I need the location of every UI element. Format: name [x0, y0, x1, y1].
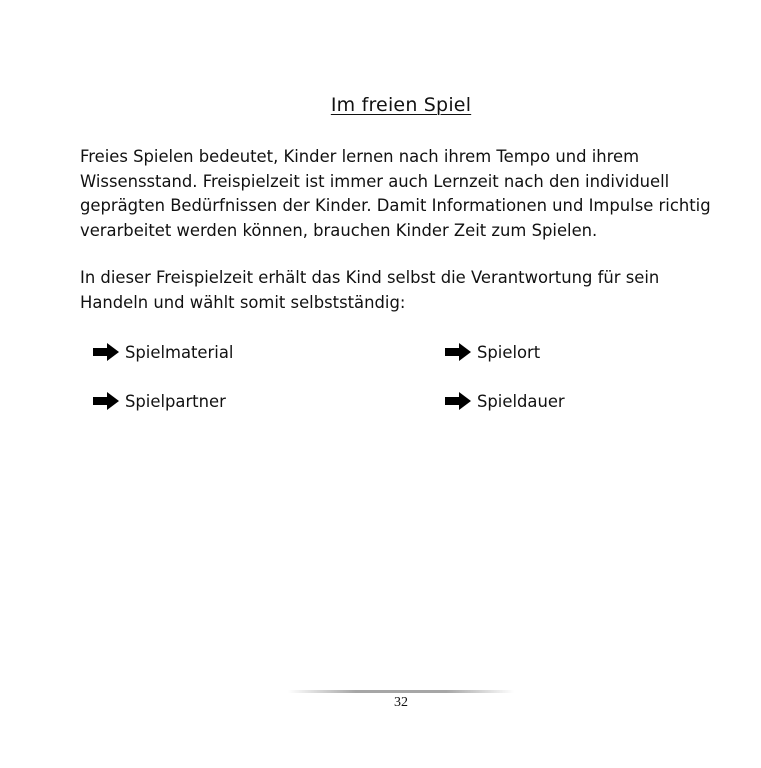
- paragraph-line: Wissensstand. Freispielzeit ist immer auch Lernzeit nach den individuell: [80, 171, 670, 191]
- right-arrow-icon: [445, 392, 471, 410]
- paragraph-line: verarbeitet werden können, brauchen Kinder Zeit zum Spielen.: [80, 220, 598, 240]
- paragraph-line: In dieser Freispielzeit erhält das Kind selbst die Verantwortung für sein: [80, 268, 660, 287]
- right-arrow-icon: [93, 343, 119, 361]
- list-item-spielort: [445, 340, 540, 364]
- list-item-label: Spielpartner: [125, 391, 226, 411]
- right-arrow-icon: [445, 343, 471, 361]
- intro-paragraph: [80, 145, 740, 243]
- list-item-spieldauer: [445, 389, 565, 413]
- footer-divider: [288, 690, 514, 693]
- right-arrow-icon: [93, 392, 119, 410]
- list-item-spielmaterial: [93, 340, 233, 364]
- freeplay-paragraph: [80, 266, 740, 315]
- list-item-spielpartner: [93, 389, 226, 413]
- page-title: Im freien Spiel: [330, 94, 472, 116]
- paragraph-line: geprägten Bedürfnissen der Kinder. Damit Informationen und Impulse richtig: [80, 196, 711, 215]
- list-item-label: Spieldauer: [477, 391, 565, 411]
- page-number: 32: [394, 695, 408, 710]
- paragraph-line: Handeln und wählt somit selbstständig:: [80, 292, 406, 312]
- list-item-label: Spielort: [477, 342, 541, 362]
- paragraph-line: Freies Spielen bedeutet, Kinder lernen nach ihrem Tempo und ihrem: [80, 147, 640, 166]
- list-item-label: Spielmaterial: [125, 342, 234, 362]
